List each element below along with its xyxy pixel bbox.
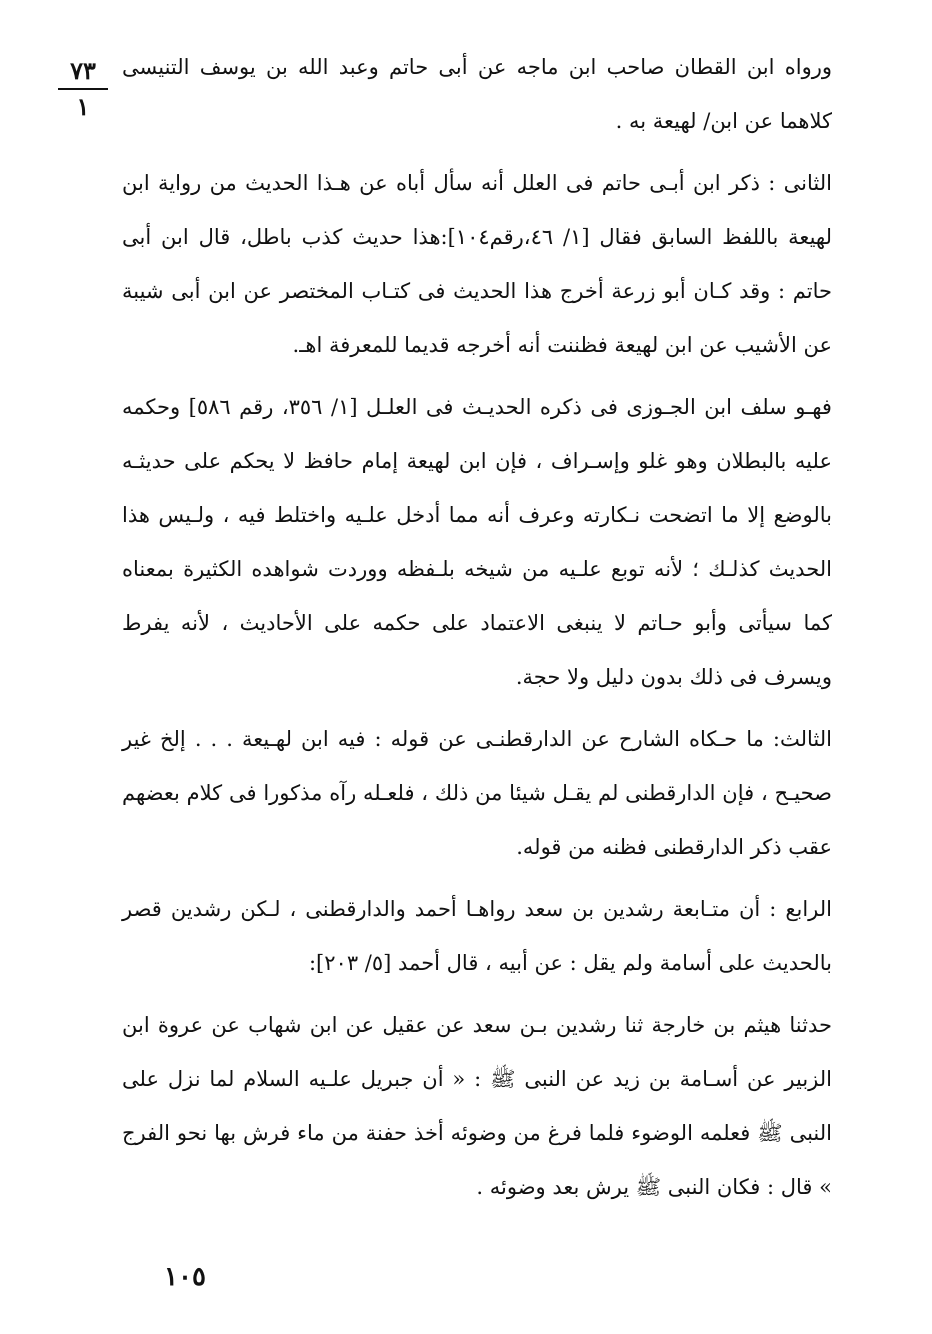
paragraph-6: حدثنا هيثم بن خارجة ثنا رشدين بـن سعد عن عقيل عن ابن شهاب عن عروة ابن الزبير عن أسـامة بن زيد عن النبى ﷺ : « أن جبريل علـيه السلام لما نزل على النبى ﷺ فعلمه الوضوء فلما فرغ من وضوئه أخذ حفنة من ماء فرش بها نحو الفرج » قال : فكان النبى ﷺ يرش بعد وضوئه . (122, 1013, 832, 1199)
body-text (122, 40, 832, 1222)
margin-reference-divider (58, 88, 108, 90)
page-number: ١٠٥ (164, 1262, 206, 1292)
paragraph-2: الثانى : ذكر ابن أبـى حاتم فى العلل أنه سأل أباه عن هـذا الحديث من رواية ابن لهيعة باللفظ السابق فقال [١/ ٤٦،رقم١٠٤]:هذا حديث كذب باطل، قال ابن أبى حاتم : وقد كـان أبو زرعة أخرج هذا الحديث فى كتـاب المختصر عن ابن أبى شيبة عن الأشيب عن ابن لهيعة فظننت أنه أخرجه قديما للمعرفة اهـ. (122, 171, 832, 357)
paragraph-1: ورواه ابن القطان صاحب ابن ماجه عن أبى حاتم وعبد الله بن يوسف التنيسى كلاهما عن ابن/ لهيعة به . (122, 55, 832, 133)
margin-reference-bottom: ١ (76, 92, 90, 121)
paragraph-3: فهـو سلف ابن الجـوزى فى ذكره الحديـث فى العلـل [١/ ٣٥٦، رقم ٥٨٦] وحكمه عليه بالبطلان وهو غلو وإسـراف ، فإن ابن لهيعة إمام حافظ لا يحكم على حديثـه بالوضع إلا ما اتضحت نـكارته وعرف أنه مما أدخل علـيه واختلط فيه ، ولـيس هذا الحديث كذلـك ؛ لأنه توبع علـيه من شيخه بلـفظه ووردت شواهده الكثيرة بمعناه كما سيأتى وأبو حـاتم لا ينبغى الاعتماد على حكمه على الأحاديث ، لأنه يفرط ويسرف فى ذلك بدون دليل ولا حجة. (122, 395, 832, 689)
paragraph-4: الثالث: ما حـكاه الشارح عن الدارقطنـى عن قوله : فيه ابن لهـيعة . . . إلخ غير صحيـح ، فإن الدارقطنى لم يقـل شيئا من ذلك ، فلعـله رآه مذكورا فى كلام بعضهم عقب ذكر الدارقطنى فظنه من قوله. (122, 727, 832, 859)
margin-reference (58, 58, 108, 120)
paragraph-5: الرابع : أن متـابعة رشدين بن سعد رواهـا أحمد والدارقطنى ، لـكن رشدين قصر بالحديث على أسامة ولم يقل : عن أبيه ، قال أحمد [٥/ ٢٠٣]: (122, 897, 832, 975)
margin-reference-top: ٧٣ (70, 56, 96, 85)
